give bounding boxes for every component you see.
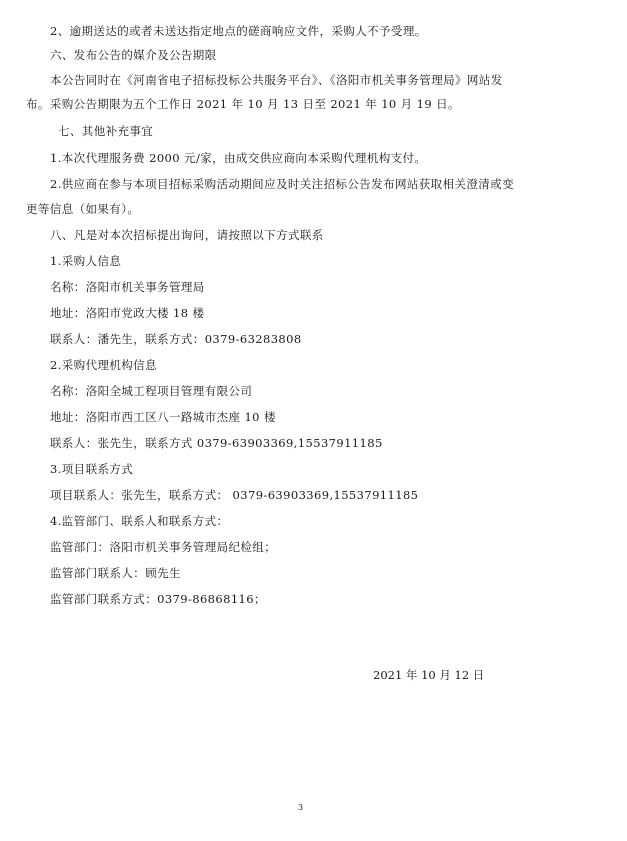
supervision-contact-phone: 监管部门联系方式：0379-86868116； bbox=[50, 592, 266, 606]
supervision-department: 监管部门：洛阳市机关事务管理局纪检组； bbox=[50, 540, 277, 554]
agency-contact: 联系人：张先生，联系方式 0379-63903369,15537911185 bbox=[50, 436, 383, 450]
section-heading-publication: 六、发布公告的媒介及公告期限 bbox=[50, 48, 217, 62]
subheading-agency-info: 2.采购代理机构信息 bbox=[50, 358, 157, 372]
supervision-contact-person: 监管部门联系人：顾先生 bbox=[50, 566, 181, 580]
section-heading-other-matters: 七、其他补充事宜 bbox=[58, 124, 154, 138]
purchaser-name: 名称：洛阳市机关事务管理局 bbox=[50, 280, 205, 294]
purchaser-address: 地址：洛阳市党政大楼 18 楼 bbox=[50, 306, 205, 320]
agency-address: 地址：洛阳市西工区八一路城市杰座 10 楼 bbox=[50, 410, 276, 424]
text-line-supplier-notice-cont: 更等信息（如果有）。 bbox=[26, 202, 140, 216]
text-line-publication-media: 本公告同时在《河南省电子招标投标公共服务平台》、《洛阳市机关事务管理局》网站发 bbox=[50, 73, 503, 87]
page-number: 3 bbox=[297, 803, 304, 812]
agency-name: 名称：洛阳全城工程项目管理有限公司 bbox=[50, 384, 253, 398]
text-line-supplier-notice: 2.供应商在参与本项目招标采购活动期间应及时关注招标公告发布网站获取相关澄清或变 bbox=[50, 177, 514, 191]
purchaser-contact: 联系人：潘先生，联系方式：0379-63283808 bbox=[50, 332, 302, 346]
subheading-project-contact: 3.项目联系方式 bbox=[50, 462, 134, 476]
document-date: 2021 年 10 月 12 日 bbox=[373, 668, 485, 682]
text-line-service-fee: 1.本次代理服务费 2000 元/家，由成交供应商向本采购代理机构支付。 bbox=[50, 151, 427, 165]
subheading-purchaser-info: 1.采购人信息 bbox=[50, 254, 122, 268]
section-heading-contacts: 八、凡是对本次招标提出询问，请按照以下方式联系 bbox=[50, 228, 324, 242]
text-line-publication-period: 布。采购公告期限为五个工作日 2021 年 10 月 13 日至 2021 年 10 月 19 日。 bbox=[26, 97, 460, 111]
text-line-late-submission: 2、逾期送达的或者未送达指定地点的磋商响应文件，采购人不予受理。 bbox=[50, 24, 427, 38]
project-contact: 项目联系人：张先生，联系方式： 0379-63903369,15537911185 bbox=[50, 488, 419, 502]
subheading-supervision: 4.监管部门、联系人和联系方式： bbox=[50, 514, 229, 528]
